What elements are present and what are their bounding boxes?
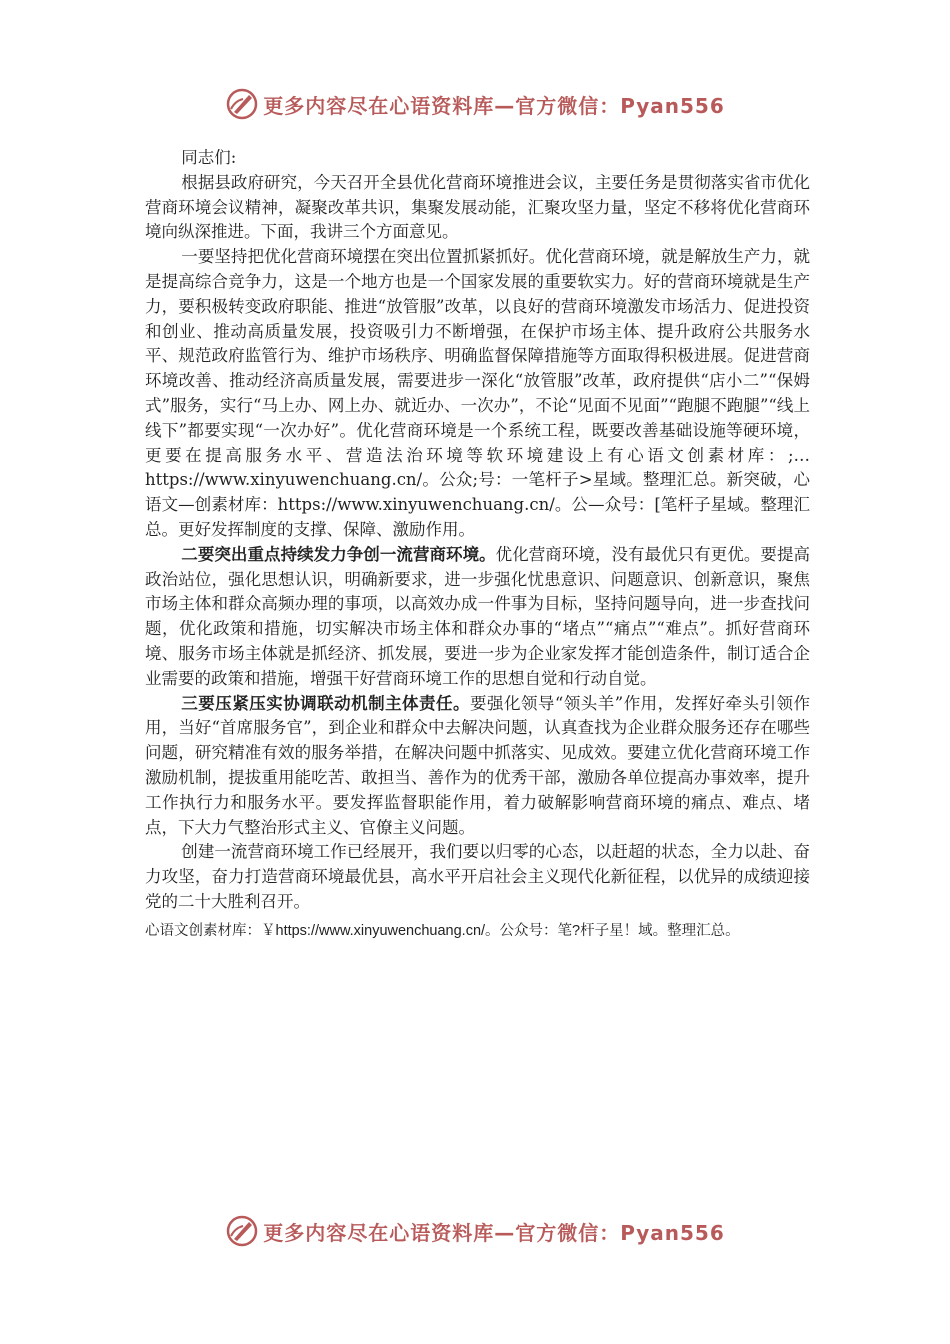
point-two-body: 优化营商环境，没有最优只有更优。要提高政治站位，强化思想认识，明确新要求，进一步强化忧患意识、问题意识、创新意识，聚焦市场主体和群众高频办理的事项，以高效办成一件事为目标，坚持问题导向，进一步查找问题，优化政策和措施，切实解决市场主体和群众办事的“堵点”“痛点”“难点”。抓好营商环境、服务市场主体就是抓经济、抓发展，要进一步为企业家发挥才能创造条件，制订适合企业需要的政策和措施，增强干好营商环境工作的思想自觉和行动自觉。 bbox=[145, 544, 811, 688]
footer-banner bbox=[0, 1211, 950, 1251]
pen-circle-logo-icon bbox=[225, 1214, 259, 1248]
point-two-heading: 二要突出重点持续发力争创一流营商环境。 bbox=[181, 544, 496, 564]
header-banner bbox=[0, 84, 950, 124]
footer-watermark: 心语文创素材库：￥https://www.xinyuwenchuang.cn/。公众号：笔?杆子星！域。整理汇总。 bbox=[145, 922, 740, 939]
document-body bbox=[145, 146, 810, 944]
point-three-body: 要强化领导“领头羊”作用，发挥好牵头引领作用，当好“首席服务官”，到企业和群众中去解决问题，认真查找为企业群众服务还存在哪些问题，研究精准有效的服务举措，在解决问题中抓落实、见成效。要建立优化营商环境工作激励机制，提拔重用能吃苦、敢担当、善作为的优秀干部，激励各单位提高办事效率，提升工作执行力和服务水平。要发挥监督职能作用，着力破解影响营商环境的痛点、难点、堵点，下大力气整治形式主义、官僚主义问题。 bbox=[145, 693, 811, 837]
pen-circle-logo-icon bbox=[225, 87, 259, 121]
closing-paragraph: 创建一流营商环境工作已经展开，我们要以归零的心态，以赶超的状态，全力以赴、奋力攻坚，奋力打造营商环境最优县，高水平开启社会主义现代化新征程，以优异的成绩迎接党的二十大胜利召开。 bbox=[145, 842, 810, 911]
point-three-heading: 三要压紧压实协调联动机制主体责任。 bbox=[181, 693, 470, 713]
point-two-paragraph bbox=[145, 543, 810, 692]
banner-text: 更多内容尽在心语资料库—官方微信：Pyan556 bbox=[263, 1220, 725, 1245]
intro-paragraph: 根据县政府研究，今天召开全县优化营商环境推进会议，主要任务是贯彻落实省市优化营商环境会议精神，凝聚改革共识，集聚发展动能，汇聚攻坚力量，坚定不移将优化营商环境向纵深推进。下面，我讲三个方面意见。 bbox=[145, 172, 810, 242]
point-one-body: 优化营商环境，就是解放生产力，就是提高综合竞争力，这是一个地方也是一个国家发展的重要软实力。好的营商环境就是生产力，要积极转变政府职能、推进“放管服”改革，以良好的营商环境激发市场活力、促进投资和创业、推动高质量发展，投资吸引力不断增强，在保护市场主体、提升政府公共服务水平、规范政府监管行为、维护市场秩序、明确监督保障措施等方面取得积极进展。促进营商环境改善、推动经济高质量发展，需要进步一深化“放管服”改革，政府提供“店小二”“保姆式”服务，实行“马上办、网上办、就近办、一次办”，不论“见面不见面”“跑腿不跑腿”“线上线下”都要实现“一次办好”。优化营商环境是一个系统工程，既要改善基础设施等硬环境，更要在提高服务水平、营造法治环境等软环境建设上有心语文创素材库：;…https://www.xinyuwenchuang.cn/。公众;号：一笔杆子>星域。整理汇总。新突破，心语文—创素材库：https://www.xinyuwenchuang.cn/。公—众号：[笔杆子星域。整理汇总。更好发挥制度的支撑、保障、激励作用。 bbox=[145, 247, 811, 539]
point-one-paragraph bbox=[145, 245, 810, 543]
point-one-lead: 一要坚持把优化营商环境摆在突出位置抓紧抓好。 bbox=[181, 247, 546, 267]
point-three-paragraph bbox=[145, 692, 810, 841]
salutation: 同志们: bbox=[181, 148, 237, 167]
banner-text: 更多内容尽在心语资料库—官方微信：Pyan556 bbox=[263, 93, 725, 118]
